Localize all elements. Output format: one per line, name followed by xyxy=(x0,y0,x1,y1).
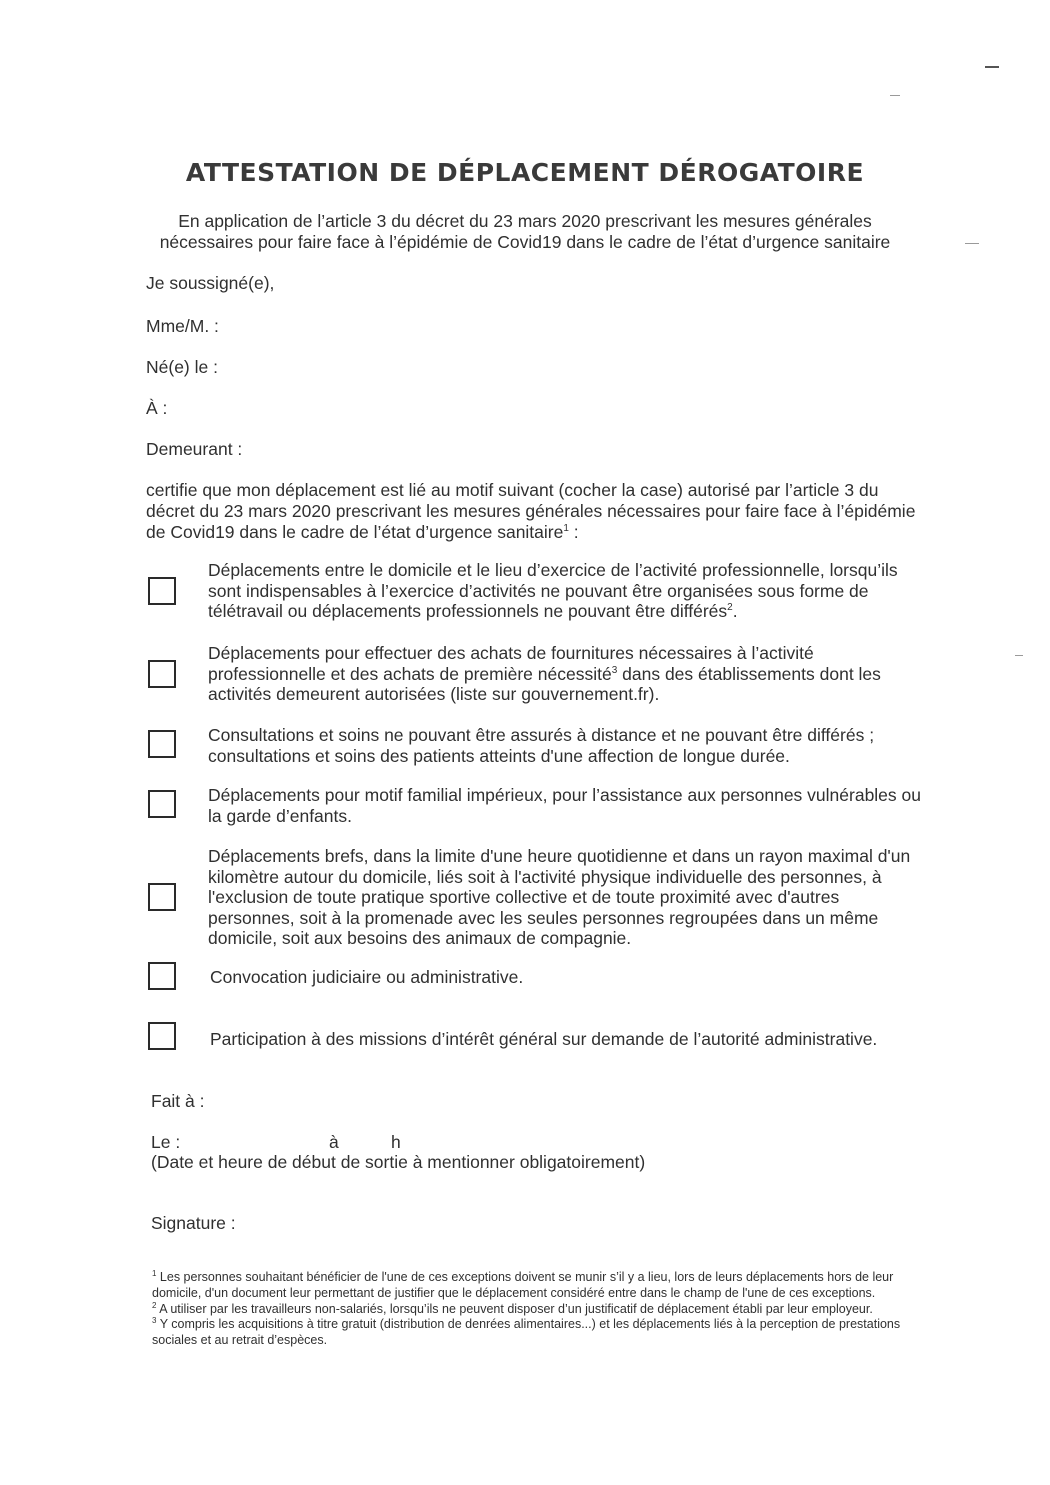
intro-line-2: nécessaires pour faire face à l’épidémie de Covid19 dans le cadre de l’état d’urgence sanitaire xyxy=(159,232,891,252)
footnote-1: $^1$ Les personnes souhaitant bénéficier de l'une de ces exceptions doivent se munir s’il y a lieu, lors de leurs déplacements hors de leur domicile, d'un document leur permettant de justifier que le déplacement considéré entre dans le champ de l'une de ces exceptions. xyxy=(152,1268,894,1300)
reason-text: Déplacements brefs, dans la limite d'une heure quotidienne et dans un rayon maximal d'un kilomètre autour du domicile, liés soit à l'activité physique individuelle des personnes, à l'exclusion de toute pratique sportive collective et de toute proximité avec d'autres personnes, soit à la promenade avec les seules personnes regroupées dans un même domicile, soit aux besoins des animaux de compagnie. xyxy=(208,846,911,948)
name-field[interactable]: Mme/M. : xyxy=(146,316,219,336)
undersigned-label: Je soussigné(e), xyxy=(146,273,275,293)
checkbox-exercise[interactable] xyxy=(148,883,176,911)
made-at-field[interactable]: Fait à : xyxy=(151,1091,205,1111)
checkbox-family[interactable] xyxy=(148,790,176,818)
certify-paragraph xyxy=(146,480,926,543)
footnote-2: $^2$ A utiliser par les travailleurs non-salariés, lorsqu’ils ne peuvent disposer d’un justificatif de déplacement établi par leur employeur. xyxy=(152,1300,873,1316)
reason-text: Déplacements entre le domicile et le lieu d’exercice de l’activité professionnelle, lorsqu’ils sont indispensables à l’exercice d’activités ne pouvant être organisées sous forme de télétravail ou déplacements professionnels ne pouvant être différés$^2$. xyxy=(208,560,898,621)
checkbox-purchases[interactable] xyxy=(148,660,176,688)
reason-text: Consultations et soins ne pouvant être assurés à distance et ne pouvant être différés ; consultations et soins des patients atteints d'une affection de longue durée. xyxy=(208,725,875,766)
address-field[interactable]: Demeurant : xyxy=(146,439,243,459)
time-at-label: à xyxy=(329,1132,339,1152)
scan-artifact xyxy=(1015,655,1023,656)
intro-paragraph xyxy=(100,211,950,253)
intro-line-1: En application de l’article 3 du décret du 23 mars 2020 prescrivant les mesures générales xyxy=(178,211,872,231)
birth-place-field[interactable]: À : xyxy=(146,398,168,418)
birth-date-field[interactable]: Né(e) le : xyxy=(146,357,218,377)
reason-text: Convocation judiciaire ou administrative. xyxy=(210,967,524,987)
document-title: ATTESTATION DE DÉPLACEMENT DÉROGATOIRE xyxy=(185,158,865,187)
signature-field[interactable]: Signature : xyxy=(151,1213,236,1233)
scan-artifact xyxy=(890,95,900,96)
checkbox-professional[interactable] xyxy=(148,577,176,605)
time-hour-label: h xyxy=(391,1132,401,1152)
certify-end: : xyxy=(568,522,579,542)
date-field[interactable]: Le : xyxy=(151,1132,181,1152)
scan-artifact xyxy=(985,66,999,68)
scan-artifact xyxy=(965,243,979,244)
footnote-3: $^3$ Y compris les acquisitions à titre gratuit (distribution de denrées alimentaires...) et les déplacements liés à la perception de prestations sociales et au retrait d’espèces. xyxy=(152,1316,901,1348)
footnote-ref-1: 1 xyxy=(563,523,569,535)
reason-text: Déplacements pour motif familial impérieux, pour l’assistance aux personnes vulnérables ou la garde d’enfants. xyxy=(208,785,921,826)
checkbox-summons[interactable] xyxy=(148,962,176,990)
certify-text: certifie que mon déplacement est lié au motif suivant (cocher la case) autorisé par l’article 3 du décret du 23 mars 2020 prescrivant les mesures générales nécessaires pour faire face à l’épidémie de Covid19 dans le cadre de l’état d’urgence sanitaire xyxy=(146,480,916,542)
footnotes xyxy=(152,1270,932,1349)
checkbox-health[interactable] xyxy=(148,730,176,758)
reason-text: Déplacements pour effectuer des achats de fournitures nécessaires à l’activité professionnelle et des achats de première nécessité$^3$ dans des établissements dont les activités demeurent autorisées (liste sur gouvernement.fr). xyxy=(208,643,881,704)
reason-text: Participation à des missions d’intérêt général sur demande de l’autorité administrative. xyxy=(210,1029,878,1049)
checkbox-general-interest[interactable] xyxy=(148,1022,176,1050)
date-note: (Date et heure de début de sortie à mentionner obligatoirement) xyxy=(151,1152,646,1172)
